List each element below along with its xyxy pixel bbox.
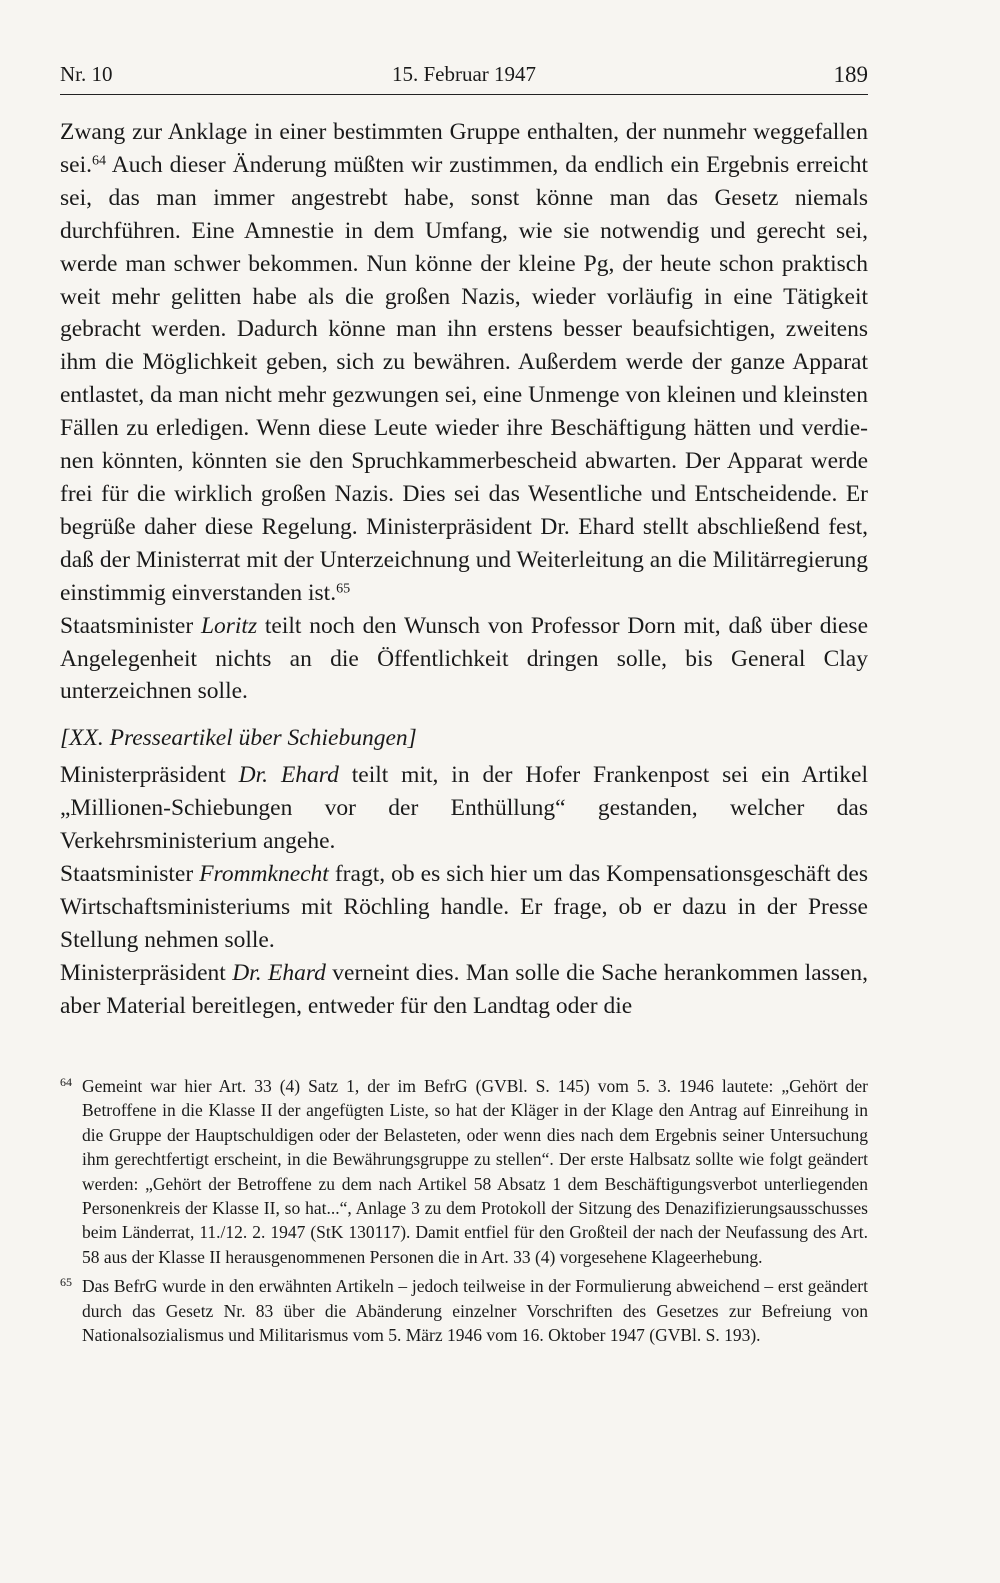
- section-heading: [XX. Presseartikel über Schiebungen]: [60, 725, 417, 752]
- main-text: [60, 116, 868, 1022]
- speaker-name: Frommknecht: [199, 860, 329, 887]
- paragraph: Ministerpräsident Dr. Ehard verneint dies. Man solle die Sache herankommen lassen, aber Material bereitlegen, entweder für den Landtag oder die: [60, 959, 868, 1019]
- paragraph: Staatsminister Frommknecht fragt, ob es sich hier um das Kompensationsgeschäft des Wirtschaftsministeriums mit Röchling handle. Er frage, ob er dazu in der Presse Stellung nehmen solle.: [60, 860, 868, 953]
- running-header: [60, 60, 868, 95]
- footnotes: [60, 1074, 868, 1352]
- paragraph: Ministerpräsident Dr. Ehard teilt mit, in der Hofer Frankenpost sei ein Artikel „Millionen-Schiebungen vor der Enthüllung“ gestanden, welcher das Verkehrsministerium angehe.: [60, 762, 869, 855]
- footnote-64: [60, 1074, 868, 1269]
- footnote-number: 65: [60, 1275, 72, 1290]
- footnote-text: Das BefrG wurde in den erwähnten Artikeln – jedoch teilweise in der Formulierung abweichend – erst geändert durch das Gesetz Nr. 83 über die Abänderung einzelner Vorschriften des Gesetzes zur Befreiung von Nationalsozialismus und Militarismus vom 5. März 1946 vom 16. Oktober 1947 (GVBl. S. 193).: [82, 1276, 868, 1346]
- footnote-number: 64: [60, 1075, 72, 1089]
- footnote-text: Gemeint war hier Art. 33 (4) Satz 1, der im BefrG (GVBl. S. 145) vom 5. 3. 1946 lautete: „Gehört der Betroffene in die Klasse II der angefügten Liste, so hat der Kläger in der Klage den Antrag auf Einreihung in die Gruppe der Hauptschuldigen oder der Belasteten, oder wenn dies nach dem Ergebnis seiner Untersuchung ihm gerechtfertigt erscheint, in die Bewährungsgruppe zu stellen“. Der erste Halbsatz sollte wie folgt geändert werden: „Gehört der Betroffene zu dem nach Artikel 58 Absatz 1 dem Beschäftigungsverbot unterliegenden Personenkreis der Klasse II, so hat...“, Anlage 3 zu dem Protokoll der Sitzung des Denazifizierungsausschusses beim Länderrat, 11./12. 2. 1947 (StK 130117). Damit entfiel für den Großteil der nach der Neufassung des Art. 58 aus der Klasse II herausgenommenen Personen die in Art. 33 (4) vorgesehene Klageerhebung.: [82, 1076, 868, 1267]
- speaker-name: Dr. Ehard: [238, 762, 339, 789]
- paragraph: Staatsminister Loritz teilt noch den Wunsch von Professor Dorn mit, daß über diese Angelegenheit nichts an die Öffentlichkeit dringen solle, bis General Clay unterzeichnen solle.: [60, 612, 868, 705]
- footnote-ref-64[interactable]: 64: [91, 152, 107, 169]
- header-date: 15. Februar 1947: [391, 62, 537, 86]
- footnote-65: [60, 1274, 868, 1347]
- paragraph: Zwang zur Anklage in einer bestimmten Gruppe enthalten, der nunmehr weggefallen sei.$^{64}$ Auch dieser Änderung müßten wir zustimmen, da endlich ein Ergebnis erreicht sei, das man immer angestrebt habe, sonst könne man das Gesetz niemals durchführen. Eine Amnestie in dem Umfang, wie sie notwendig und gerecht sei, werde man schwer bekommen. Nun könne der kleine Pg, der heute schon praktisch weit mehr gelitten habe als die großen Nazis, wieder vorläufig in eine Tätigkeit gebracht werden. Dadurch könne man ihn erstens besser beaufsichtigen, zweitens ihm die Möglichkeit geben, sich zu bewähren. Außerdem werde der ganze Apparat entlastet, da man nicht mehr gezwungen sei, eine Unmenge von kleinen und kleinsten Fällen zu erledigen. Wenn diese Leute wieder ihre Beschäftigung hätten und verdienen könnten, könnten sie den Spruchkammerbescheid abwarten. Der Apparat werde frei für die wirklich großen Nazis. Dies sei das Wesentliche und Entscheidende. Er begrüße daher diese Regelung. Ministerpräsident Dr. Ehard stellt abschließend fest, daß der Ministerrat mit der Unterzeichnung und Weiterleitung an die Militärregierung einstimmig einverstanden ist.$^{65}$: [60, 119, 868, 606]
- speaker-name: Dr. Ehard: [232, 959, 326, 986]
- issue-number: Nr. 10: [60, 62, 113, 86]
- speaker-name: Loritz: [200, 612, 258, 639]
- footnote-ref-65[interactable]: 65: [336, 579, 351, 596]
- page-number: 189: [833, 62, 868, 87]
